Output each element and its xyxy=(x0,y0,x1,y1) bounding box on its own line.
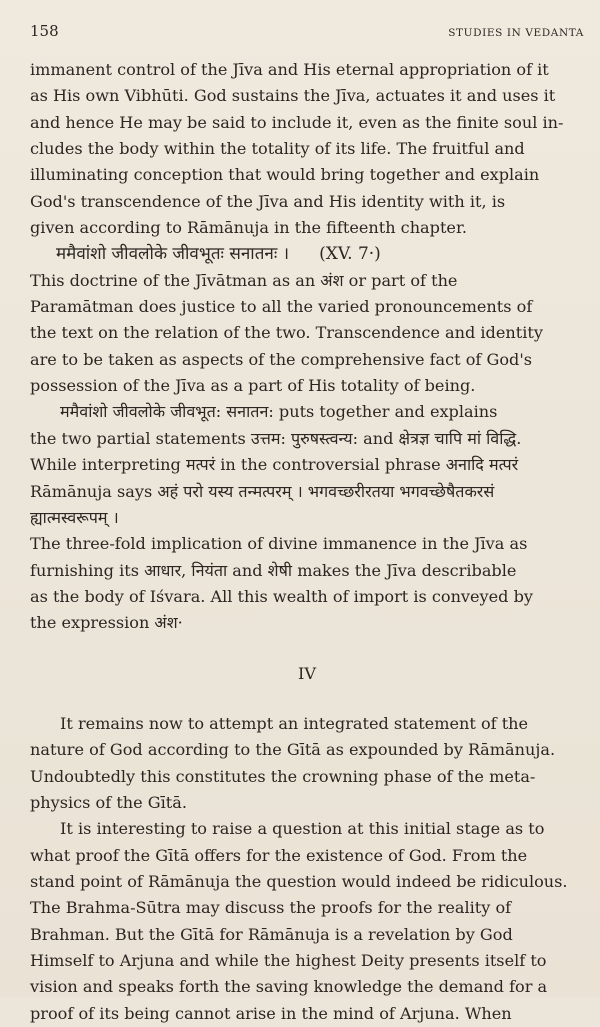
text-line: illuminating conception that would bring together and explain xyxy=(30,165,540,185)
text-line: given according to Rāmānuja in the fifteenth chapter. xyxy=(30,218,467,238)
text-line: proof of its being cannot arise in the mind of Arjuna. When xyxy=(30,1003,512,1023)
text-line: immanent control of the Jīva and His eternal appropriation of it xyxy=(30,60,549,79)
paragraph-4 xyxy=(30,531,584,636)
running-head: STUDIES IN VEDANTA xyxy=(448,27,584,39)
paragraph-3 xyxy=(30,399,584,531)
text-line: It is interesting to raise a question at this initial stage as to xyxy=(60,819,545,839)
text-line: and hence He may be said to include it, even as the finite soul in- xyxy=(30,112,564,132)
page-body xyxy=(30,57,584,1027)
paragraph-2 xyxy=(30,268,584,400)
text-line: the expression अंश· xyxy=(30,613,183,633)
text-line: ममैवांशो जीवलोके जीवभूत: सनातन: puts together and explains xyxy=(60,402,498,422)
text-line: the text on the relation of the two. Transcendence and identity xyxy=(30,323,543,343)
text-line: furnishing its आधार, नियंता and शेषी makes the Jīva describable xyxy=(30,560,517,580)
text-line: nature of God according to the Gītā as expounded by Rāmānuja. xyxy=(30,740,556,760)
text-line: God's transcendence of the Jīva and His identity with it, is xyxy=(30,191,506,211)
text-line: cludes the body within the totality of its life. The fruitful and xyxy=(30,139,525,159)
text-line: stand point of Rāmānuja the question would indeed be ridiculous. xyxy=(30,871,568,891)
text-line: The three-fold implication of divine immanence in the Jīva as xyxy=(30,534,528,554)
text-line: Himself to Arjuna and while the highest Deity presents itself to xyxy=(30,951,547,970)
text-line: what proof the Gītā offers for the existence of God. From the xyxy=(30,845,528,865)
text-line: vision and speaks forth the saving knowledge the demand for a xyxy=(30,977,548,997)
text-line: While interpreting मत्परं in the controversial phrase अनादि मत्परं xyxy=(30,455,519,475)
text-line: are to be taken as aspects of the comprehensive fact of God's xyxy=(30,349,533,369)
text-line: ह्यात्मस्वरूपम् । xyxy=(30,507,119,527)
text-line: possession of the Jīva as a part of His totality of being. xyxy=(30,376,476,396)
sanskrit-quote xyxy=(30,241,584,267)
paragraph-1 xyxy=(30,57,584,241)
text-line: as the body of Iśvara. All this wealth of import is conveyed by xyxy=(30,586,533,606)
page-number: 158 xyxy=(30,22,59,40)
quote-reference: (XV. 7·) xyxy=(319,244,381,265)
text-line: as His own Vibhūti. God sustains the Jīva, actuates it and uses it xyxy=(30,86,556,106)
text-line: This doctrine of the Jīvātman as an अंश or part of the xyxy=(30,270,458,290)
text-line: Rāmānuja says अहं परो यस्य तन्मत्परम् । भगवच्छरीरतया भगवच्छेषैतकरसं xyxy=(30,481,495,501)
text-line: Undoubtedly this constitutes the crowning phase of the meta- xyxy=(30,766,536,786)
section-heading: IV xyxy=(298,663,316,683)
paragraph-6 xyxy=(30,816,584,1027)
text-line: physics of the Gītā. xyxy=(30,792,187,812)
section-spacer xyxy=(30,687,584,711)
section-spacer xyxy=(30,637,584,661)
text-line: The Brahma-Sūtra may discuss the proofs for the reality of xyxy=(30,898,512,918)
text-line: It remains now to attempt an integrated statement of the xyxy=(60,713,529,733)
paragraph-5 xyxy=(30,711,584,816)
text-line: Brahman. But the Gītā for Rāmānuja is a revelation by God xyxy=(30,924,513,944)
quote-sanskrit: ममैवांशो जीवलोके जीवभूतः सनातनः । xyxy=(56,244,290,265)
text-line: the two partial statements उत्तम: पुरुषस्त्वन्य: and क्षेत्रज्ञ चापि मां विद्धि. xyxy=(30,428,522,448)
text-line: Paramātman does justice to all the varied pronouncements of xyxy=(30,297,533,317)
page-header xyxy=(30,22,584,40)
